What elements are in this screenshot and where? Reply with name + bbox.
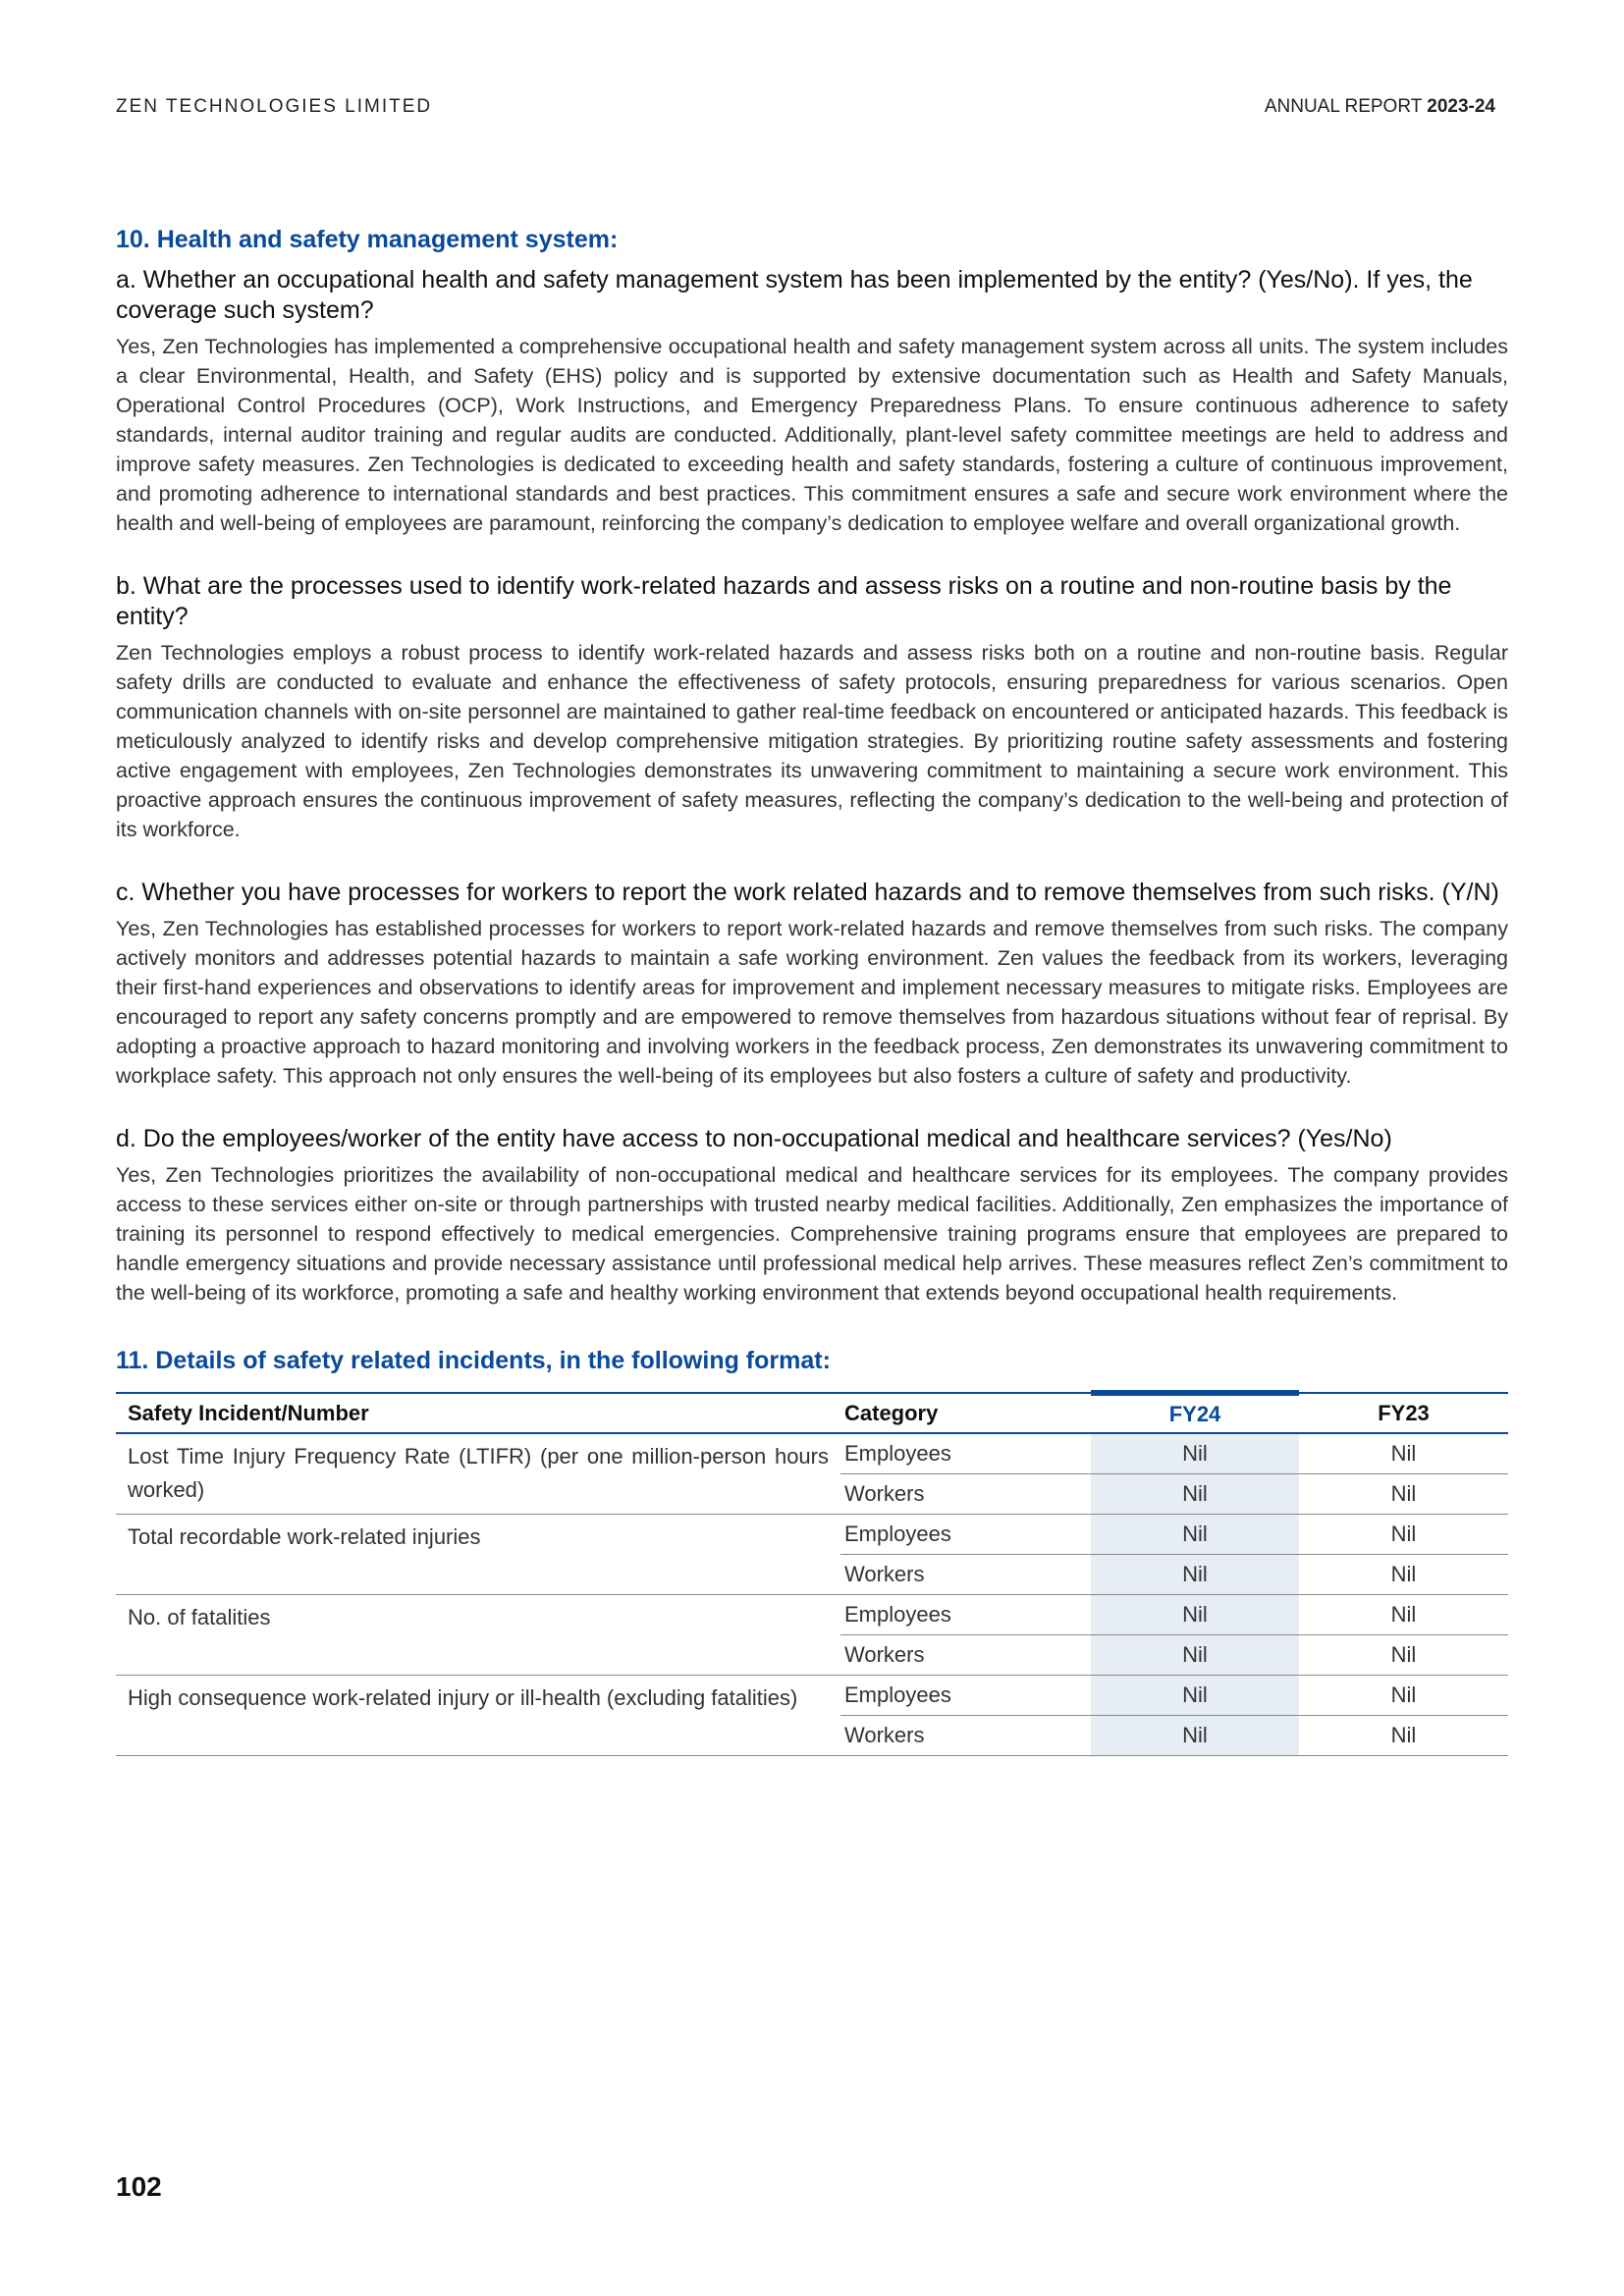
report-year: 2023-24 (1427, 96, 1495, 117)
answer-a: Yes, Zen Technologies has implemented a comprehensive occupational health and safety management system across all units. The system includes a clear Environmental, Health, and Safety (EHS) policy and is supported by extensive documentation such as Health and Safety Manuals, Operational Control Procedures (OCP), Work Instructions, and Emergency Preparedness Plans. To ensure continuous adherence to safety standards, internal auditor training and regular audits are conducted. Additionally, plant-level safety committee meetings are held to address and improve safety measures. Zen Technologies is dedicated to exceeding health and safety standards, fostering a culture of continuous improvement, and promoting adherence to international standards and best practices. This commitment ensures a safe and secure work environment where the health and well-being of employees are paramount, reinforcing the company’s dedication to employee welfare and overall organizational growth. (116, 335, 1508, 535)
company-name: ZEN TECHNOLOGIES LIMITED (116, 96, 433, 117)
answer-d: Yes, Zen Technologies prioritizes the availability of non-occupational medical and healthcare services for its employees. The company provides access to these services either on-site or through partnerships with trusted nearby medical facilities. Additionally, Zen emphasizes the importance of training its personnel to respond effectively to medical emergencies. Comprehensive training programs ensure that employees are prepared to handle emergency situations and provide necessary assistance until professional medical help arrives. These measures reflect Zen’s commitment to the well-being of its workforce, promoting a safe and healthy working environment that extends beyond occupational health requirements. (116, 1163, 1508, 1305)
fy23-cell: Nil (1299, 1676, 1508, 1716)
incident-label: No. of fatalities (116, 1595, 840, 1676)
table-row (116, 1676, 1508, 1716)
fy24-cell: Nil (1091, 1474, 1299, 1515)
fy24-cell: Nil (1091, 1635, 1299, 1676)
category-cell: Workers (840, 1716, 1091, 1756)
fy24-cell: Nil (1091, 1595, 1299, 1635)
category-cell: Workers (840, 1635, 1091, 1676)
table-header-row (116, 1393, 1508, 1433)
fy23-cell: Nil (1299, 1433, 1508, 1474)
fy23-cell: Nil (1299, 1555, 1508, 1595)
question-c: c. Whether you have processes for workers to report the work related hazards and to remove themselves from such risks. (Y/N) (116, 879, 1499, 906)
header-fy23: FY23 (1299, 1393, 1508, 1433)
report-label: ANNUAL REPORT (1264, 96, 1428, 117)
report-title (1265, 96, 1495, 118)
incident-label: Total recordable work-related injuries (116, 1515, 840, 1595)
header-incident: Safety Incident/Number (116, 1393, 840, 1433)
table-row (116, 1595, 1508, 1635)
category-cell: Employees (840, 1676, 1091, 1716)
fy24-cell: Nil (1091, 1515, 1299, 1555)
category-cell: Workers (840, 1555, 1091, 1595)
fy23-cell: Nil (1299, 1515, 1508, 1555)
header-category: Category (840, 1393, 1091, 1433)
incident-label: Lost Time Injury Frequency Rate (LTIFR) (per one million-person hours worked) (116, 1433, 840, 1515)
answer-c: Yes, Zen Technologies has established processes for workers to report work-related hazards and remove themselves from such risks. The company actively monitors and addresses potential hazards to maintain a safe working environment. Zen values the feedback from its workers, leveraging their first-hand experiences and observations to identify areas for improvement and implement necessary measures to mitigate risks. Employees are encouraged to report any safety concerns promptly and are empowered to remove themselves from hazardous situations without fear of reprisal. By adopting a proactive approach to hazard monitoring and involving workers in the feedback process, Zen demonstrates its unwavering commitment to workplace safety. This approach not only ensures the well-being of its employees but also fosters a culture of safety and productivity. (116, 917, 1508, 1088)
fy24-cell: Nil (1091, 1676, 1299, 1716)
safety-incidents-table (116, 1390, 1508, 1756)
fy24-cell: Nil (1091, 1716, 1299, 1756)
category-cell: Employees (840, 1515, 1091, 1555)
question-b: b. What are the processes used to identify work-related hazards and assess risks on a routine and non-routine basis by the entity? (116, 572, 1452, 630)
fy23-cell: Nil (1299, 1474, 1508, 1515)
fy23-cell: Nil (1299, 1595, 1508, 1635)
table-row (116, 1515, 1508, 1555)
category-cell: Workers (840, 1474, 1091, 1515)
category-cell: Employees (840, 1433, 1091, 1474)
fy24-cell: Nil (1091, 1555, 1299, 1595)
question-d: d. Do the employees/worker of the entity have access to non-occupational medical and healthcare services? (Yes/No) (116, 1125, 1392, 1152)
fy24-cell: Nil (1091, 1433, 1299, 1474)
fy23-cell: Nil (1299, 1716, 1508, 1756)
page-number: 102 (116, 2171, 162, 2202)
section-10-title: 10. Health and safety management system: (116, 226, 619, 253)
header-fy24: FY24 (1091, 1393, 1299, 1433)
incident-label: High consequence work-related injury or ill-health (excluding fatalities) (116, 1676, 840, 1756)
main-content (116, 224, 1508, 1756)
answer-b: Zen Technologies employs a robust process to identify work-related hazards and assess risks both on a routine and non-routine basis. Regular safety drills are conducted to evaluate and enhance the effectiveness of safety protocols, ensuring preparedness for various scenarios. Open communication channels with on-site personnel are maintained to gather real-time feedback on encountered or anticipated hazards. This feedback is meticulously analyzed to identify risks and develop comprehensive mitigation strategies. By prioritizing routine safety assessments and fostering active engagement with employees, Zen Technologies demonstrates its unwavering commitment to maintaining a secure work environment. This proactive approach ensures the continuous improvement of safety measures, reflecting the company’s dedication to the well-being and protection of its workforce. (116, 641, 1508, 841)
fy23-cell: Nil (1299, 1635, 1508, 1676)
table-row (116, 1433, 1508, 1474)
question-a: a. Whether an occupational health and safety management system has been implemented by the entity? (Yes/No). If yes, the coverage such system? (116, 266, 1473, 324)
section-11-title: 11. Details of safety related incidents, in the following format: (116, 1347, 831, 1374)
category-cell: Employees (840, 1595, 1091, 1635)
